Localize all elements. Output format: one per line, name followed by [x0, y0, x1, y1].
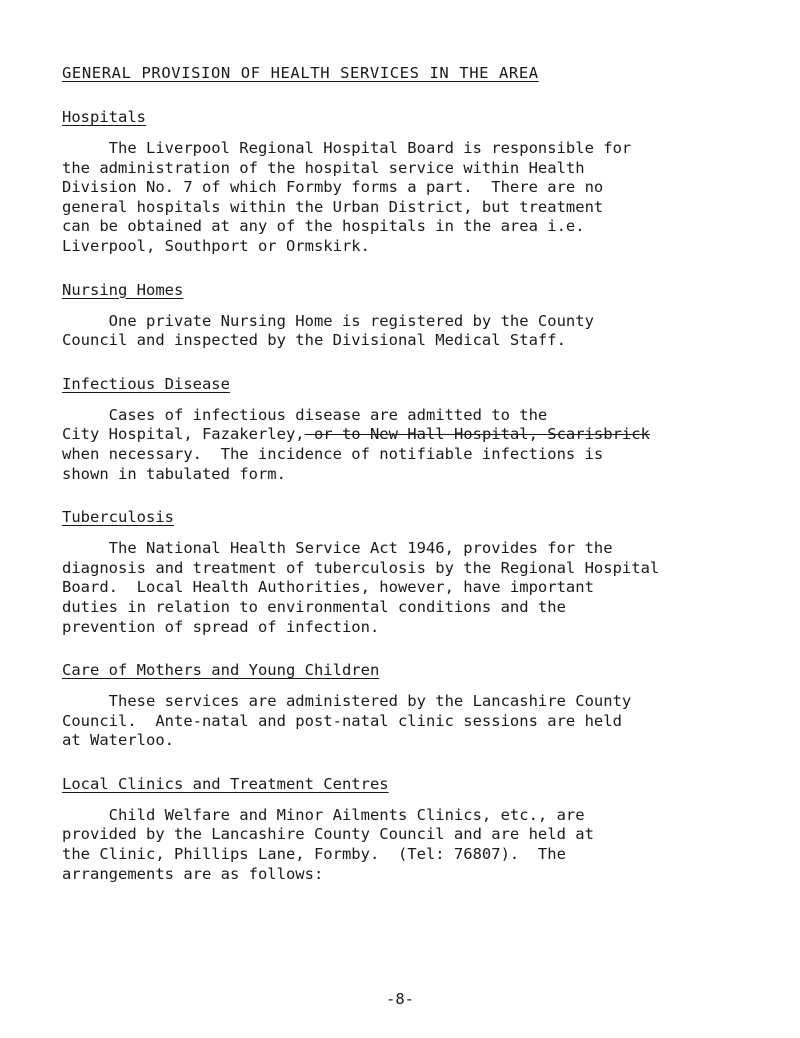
page-title: GENERAL PROVISION OF HEALTH SERVICES IN THE AREA	[62, 64, 539, 82]
paragraph-hospitals	[62, 139, 774, 257]
text-line: These services are administered by the Lancashire County	[62, 692, 632, 711]
text-line: the Clinic, Phillips Lane, Formby. (Tel: 76807). The	[62, 845, 566, 864]
struck-out-text: or to New Hall Hospital, Scarisbrick	[304, 425, 650, 444]
heading-care-of-mothers: Care of Mothers and Young Children	[62, 661, 380, 680]
text-line: when necessary. The incidence of notifiable infections is	[62, 444, 604, 463]
paragraph-tuberculosis	[62, 539, 774, 637]
heading-hospitals: Hospitals	[62, 108, 146, 126]
paragraph-care-of-mothers	[62, 692, 774, 751]
paragraph-infectious-disease	[62, 406, 774, 484]
heading-nursing-homes: Nursing Homes	[62, 280, 184, 299]
text-line: provided by the Lancashire County Council and are held at	[62, 825, 594, 844]
text-line-with-strike	[62, 425, 774, 445]
text-line: arrangements are as follows:	[62, 864, 324, 883]
paragraph-local-clinics	[62, 806, 774, 884]
document-page	[62, 64, 774, 908]
text-line: diagnosis and treatment of tuberculosis by the Regional Hospital	[62, 558, 660, 577]
heading-infectious-disease: Infectious Disease	[62, 374, 230, 393]
text-line: shown in tabulated form.	[62, 464, 286, 483]
text-line: Board. Local Health Authorities, however, have important	[62, 578, 594, 597]
page-number: -8-	[386, 990, 414, 1008]
paragraph-nursing-homes	[62, 312, 774, 351]
text-line: Liverpool, Southport or Ormskirk.	[62, 236, 370, 255]
text-line: duties in relation to environmental conditions and the	[62, 597, 566, 616]
text-line: Division No. 7 of which Formby forms a part. There are no	[62, 178, 604, 197]
text-fragment: City Hospital, Fazakerley,	[62, 425, 305, 444]
text-line: The National Health Service Act 1946, provides for the	[62, 539, 613, 558]
text-line: the administration of the hospital service within Health	[62, 158, 585, 177]
text-line: Council. Ante-natal and post-natal clinic sessions are held	[62, 711, 622, 730]
text-line: at Waterloo.	[62, 731, 174, 750]
text-line: Council and inspected by the Divisional Medical Staff.	[62, 331, 566, 350]
text-line: general hospitals within the Urban District, but treatment	[62, 197, 604, 216]
text-line: Child Welfare and Minor Ailments Clinics, etc., are	[62, 805, 585, 824]
text-line: Cases of infectious disease are admitted to the	[62, 405, 548, 424]
heading-local-clinics: Local Clinics and Treatment Centres	[62, 774, 389, 793]
text-line: prevention of spread of infection.	[62, 617, 380, 636]
text-line: The Liverpool Regional Hospital Board is responsible for	[62, 139, 632, 157]
text-line: can be obtained at any of the hospitals in the area i.e.	[62, 217, 585, 236]
heading-tuberculosis: Tuberculosis	[62, 508, 174, 527]
text-line: One private Nursing Home is registered by the County	[62, 311, 594, 330]
